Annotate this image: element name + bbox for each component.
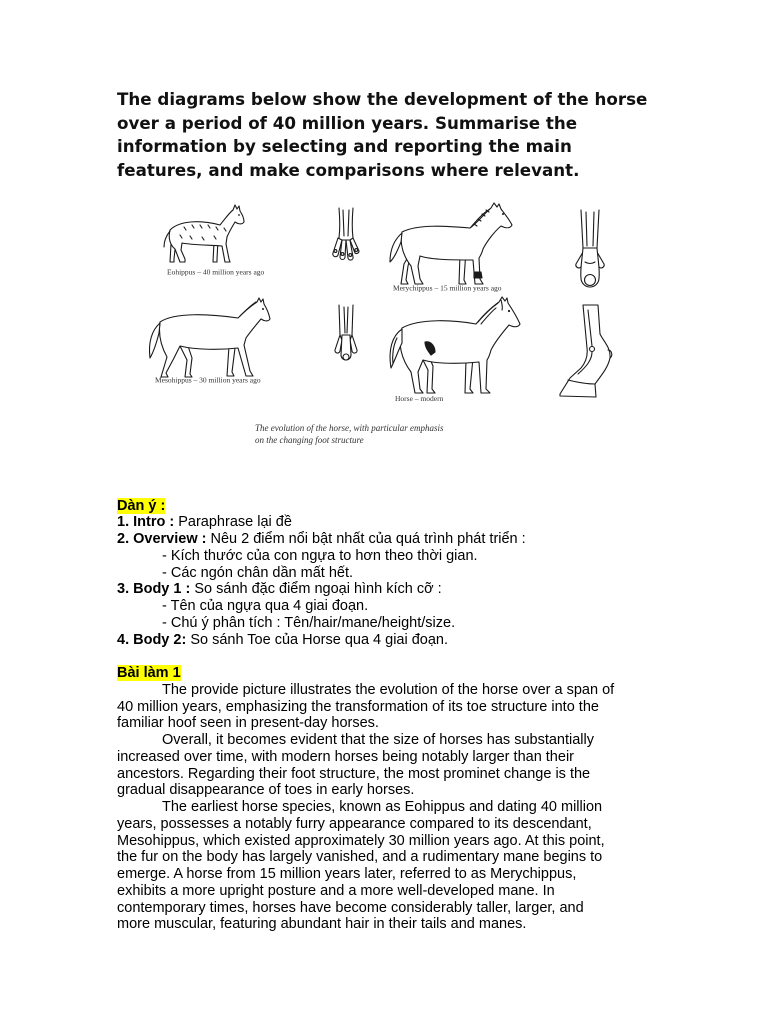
essay-line: contemporary times, horses have become considerably taller, larger, and [117, 899, 584, 916]
essay-heading-line [117, 665, 614, 682]
essay-paragraph-body1 [117, 799, 614, 933]
modern-hoof-drawing [560, 305, 612, 397]
task-prompt-line: The diagrams below show the development of the horse [117, 89, 648, 109]
document-body [117, 498, 614, 934]
outline-body1-text: So sánh đặc điểm ngoại hình kích cỡ : [194, 581, 442, 598]
outline-overview [117, 531, 614, 548]
outline-body1-point: - Chú ý phân tích : Tên/hair/mane/height/size. [162, 614, 456, 631]
essay-line: 40 million years, emphasizing the transformation of its toe structure into the [117, 698, 599, 715]
outline-body1 [117, 581, 614, 598]
outline-heading-line [117, 498, 614, 515]
outline-body1-point: - Tên của ngựa qua 4 giai đoạn. [162, 598, 369, 615]
essay-paragraph-intro [117, 682, 614, 732]
eohippus-label: Eohippus – 40 million years ago [167, 267, 265, 277]
eohippus-drawing [164, 205, 244, 262]
merychippus-label: Merychippus – 15 million years ago [393, 283, 502, 293]
outline-body1-label: 3. Body 1 : [117, 581, 191, 598]
task-prompt [117, 88, 647, 183]
essay-line: more muscular, featuring abundant hair in their tails and manes. [117, 916, 527, 933]
essay-line: The earliest horse species, known as Eohippus and dating 40 million [162, 799, 603, 816]
essay-line: increased over time, with modern horses being notably larger than their [117, 748, 574, 765]
modern-horse-label: Horse – modern [395, 394, 444, 403]
figure-caption-line: on the changing foot structure [255, 435, 364, 445]
merychippus-foot-drawing [576, 210, 604, 287]
horse-evolution-figure [140, 200, 620, 450]
essay-line: the fur on the body has largely vanished, and a rudimentary mane begins to [117, 849, 603, 866]
essay-line: ancestors. Regarding their foot structure, the most prominet change is the [117, 765, 591, 782]
merychippus-drawing [390, 203, 512, 284]
essay-line: Overall, it becomes evident that the size of horses has substantially [162, 732, 594, 749]
outline-heading: Dàn ý : [117, 497, 166, 514]
mesohippus-label: Mesohippus – 30 million years ago [155, 375, 261, 385]
essay-heading: Bài làm 1 [117, 665, 181, 682]
essay-line: Mesohippus, which existed approximately 30 million years ago. At this point, [117, 832, 605, 849]
mesohippus-drawing [149, 298, 270, 377]
outline-intro [117, 514, 614, 531]
outline-overview-point: - Các ngón chân dần mất hết. [162, 564, 354, 581]
essay-line: familiar hoof seen in present-day horses. [117, 715, 379, 732]
essay-paragraph-overview [117, 732, 614, 799]
figure-caption-line: The evolution of the horse, with particular emphasis [255, 423, 444, 433]
task-prompt-line: information by selecting and reporting the main [117, 136, 572, 157]
outline-overview-label: 2. Overview : [117, 531, 207, 548]
mesohippus-foot-drawing [335, 305, 357, 360]
essay-line: emerge. A horse from 15 million years later, referred to as Merychippus, [117, 866, 577, 883]
outline-overview-text: Nêu 2 điểm nổi bật nhất của quá trình phát triển : [210, 531, 526, 548]
modern-horse-drawing [390, 297, 520, 393]
outline-body2-label: 4. Body 2: [117, 631, 187, 648]
essay-line: exhibits a more upright posture and a more well-developed mane. In [117, 882, 555, 899]
essay-line: gradual disappearance of toes in early horses. [117, 782, 415, 799]
outline-intro-text: Paraphrase lại đề [178, 514, 292, 531]
outline-body2-text: So sánh Toe của Horse qua 4 giai đoạn. [190, 631, 449, 648]
horse-evolution-illustration [140, 200, 620, 450]
outline-body2 [117, 632, 614, 649]
blank-line [117, 648, 614, 665]
outline-overview-point: - Kích thước của con ngựa to hơn theo thời gian. [162, 547, 478, 564]
task-prompt-line: over a period of 40 million years. Summarise the [117, 112, 578, 133]
eohippus-foot-drawing [333, 208, 359, 260]
task-prompt-line: features, and make comparisons where relevant. [117, 160, 580, 181]
essay-line: The provide picture illustrates the evolution of the horse over a span of [162, 681, 615, 698]
essay-line: years, possesses a notably furry appearance compared to its descendant, [117, 815, 592, 832]
outline-intro-label: 1. Intro : [117, 514, 175, 531]
